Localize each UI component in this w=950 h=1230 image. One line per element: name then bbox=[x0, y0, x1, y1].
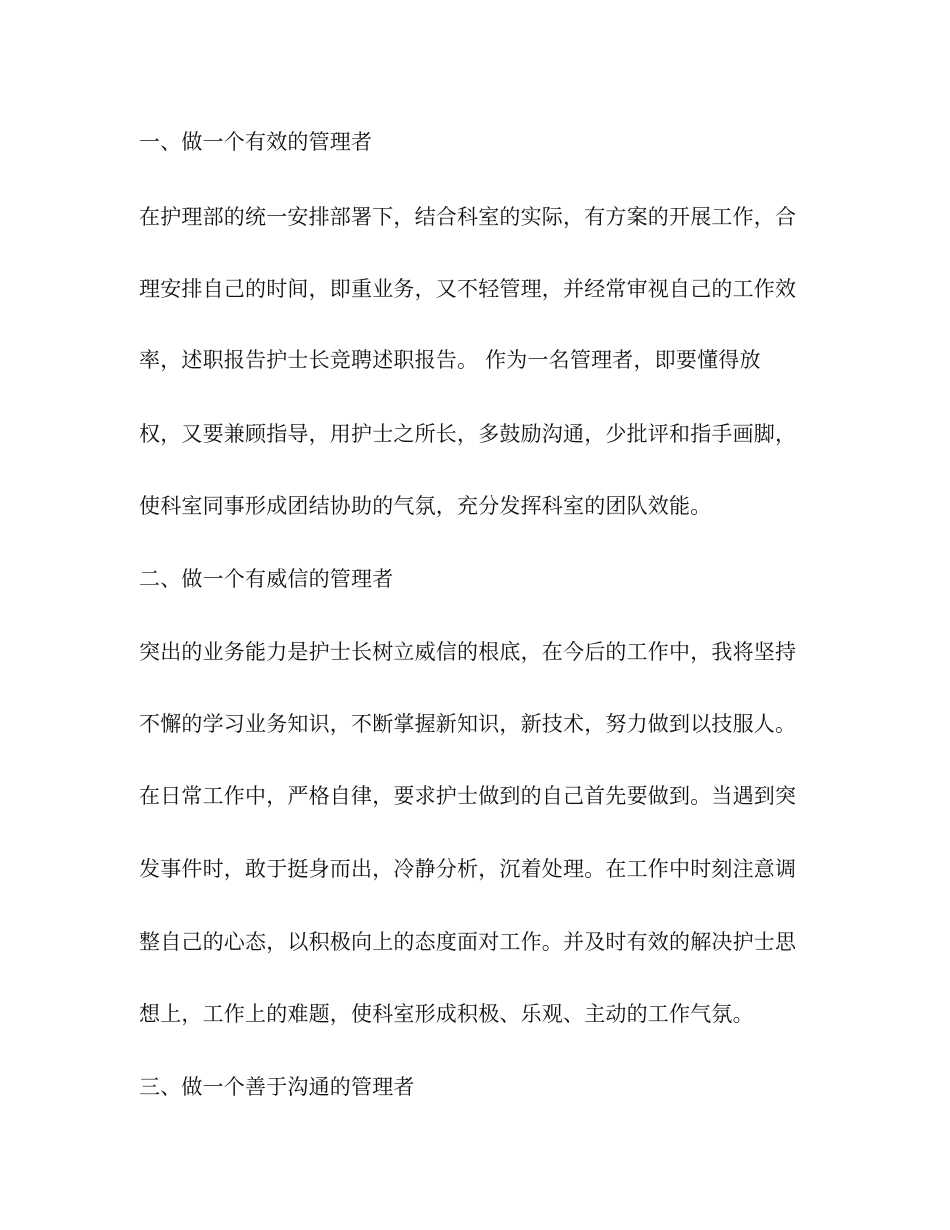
paragraph-line: 突出的业务能力是护士长树立威信的根底，在今后的工作中，我将坚持 bbox=[139, 640, 797, 664]
paragraph-line: 率，述职报告护士长竞聘述职报告。 作为一名管理者，即要懂得放 bbox=[139, 348, 761, 372]
paragraph-line: 不懈的学习业务知识，不断掌握新知识，新技术，努力做到以技服人。 bbox=[139, 712, 797, 736]
section-heading-3: 三、做一个善于沟通的管理者 bbox=[139, 1075, 415, 1099]
paragraph-line: 在日常工作中，严格自律，要求护士做到的自己首先要做到。当遇到突 bbox=[139, 784, 797, 808]
paragraph-line: 想上，工作上的难题，使科室形成积极、乐观、主动的工作气氛。 bbox=[139, 1002, 754, 1026]
paragraph-line: 整自己的心态，以积极向上的态度面对工作。并及时有效的解决护士思 bbox=[139, 930, 797, 954]
paragraph-line: 理安排自己的时间，即重业务，又不轻管理，并经常审视自己的工作效 bbox=[139, 277, 797, 301]
paragraph-line: 使科室同事形成团结协助的气氛，充分发挥科室的团队效能。 bbox=[139, 494, 712, 518]
paragraph-line: 权，又要兼顾指导，用护士之所长，多鼓励沟通，少批评和指手画脚， bbox=[139, 422, 797, 446]
paragraph-line: 发事件时，敢于挺身而出，冷静分析，沉着处理。在工作中时刻注意调 bbox=[139, 857, 797, 881]
paragraph-line: 在护理部的统一安排部署下，结合科室的实际，有方案的开展工作，合 bbox=[139, 205, 797, 229]
section-heading-1: 一、做一个有效的管理者 bbox=[139, 130, 373, 154]
section-heading-2: 二、做一个有威信的管理者 bbox=[139, 567, 394, 591]
